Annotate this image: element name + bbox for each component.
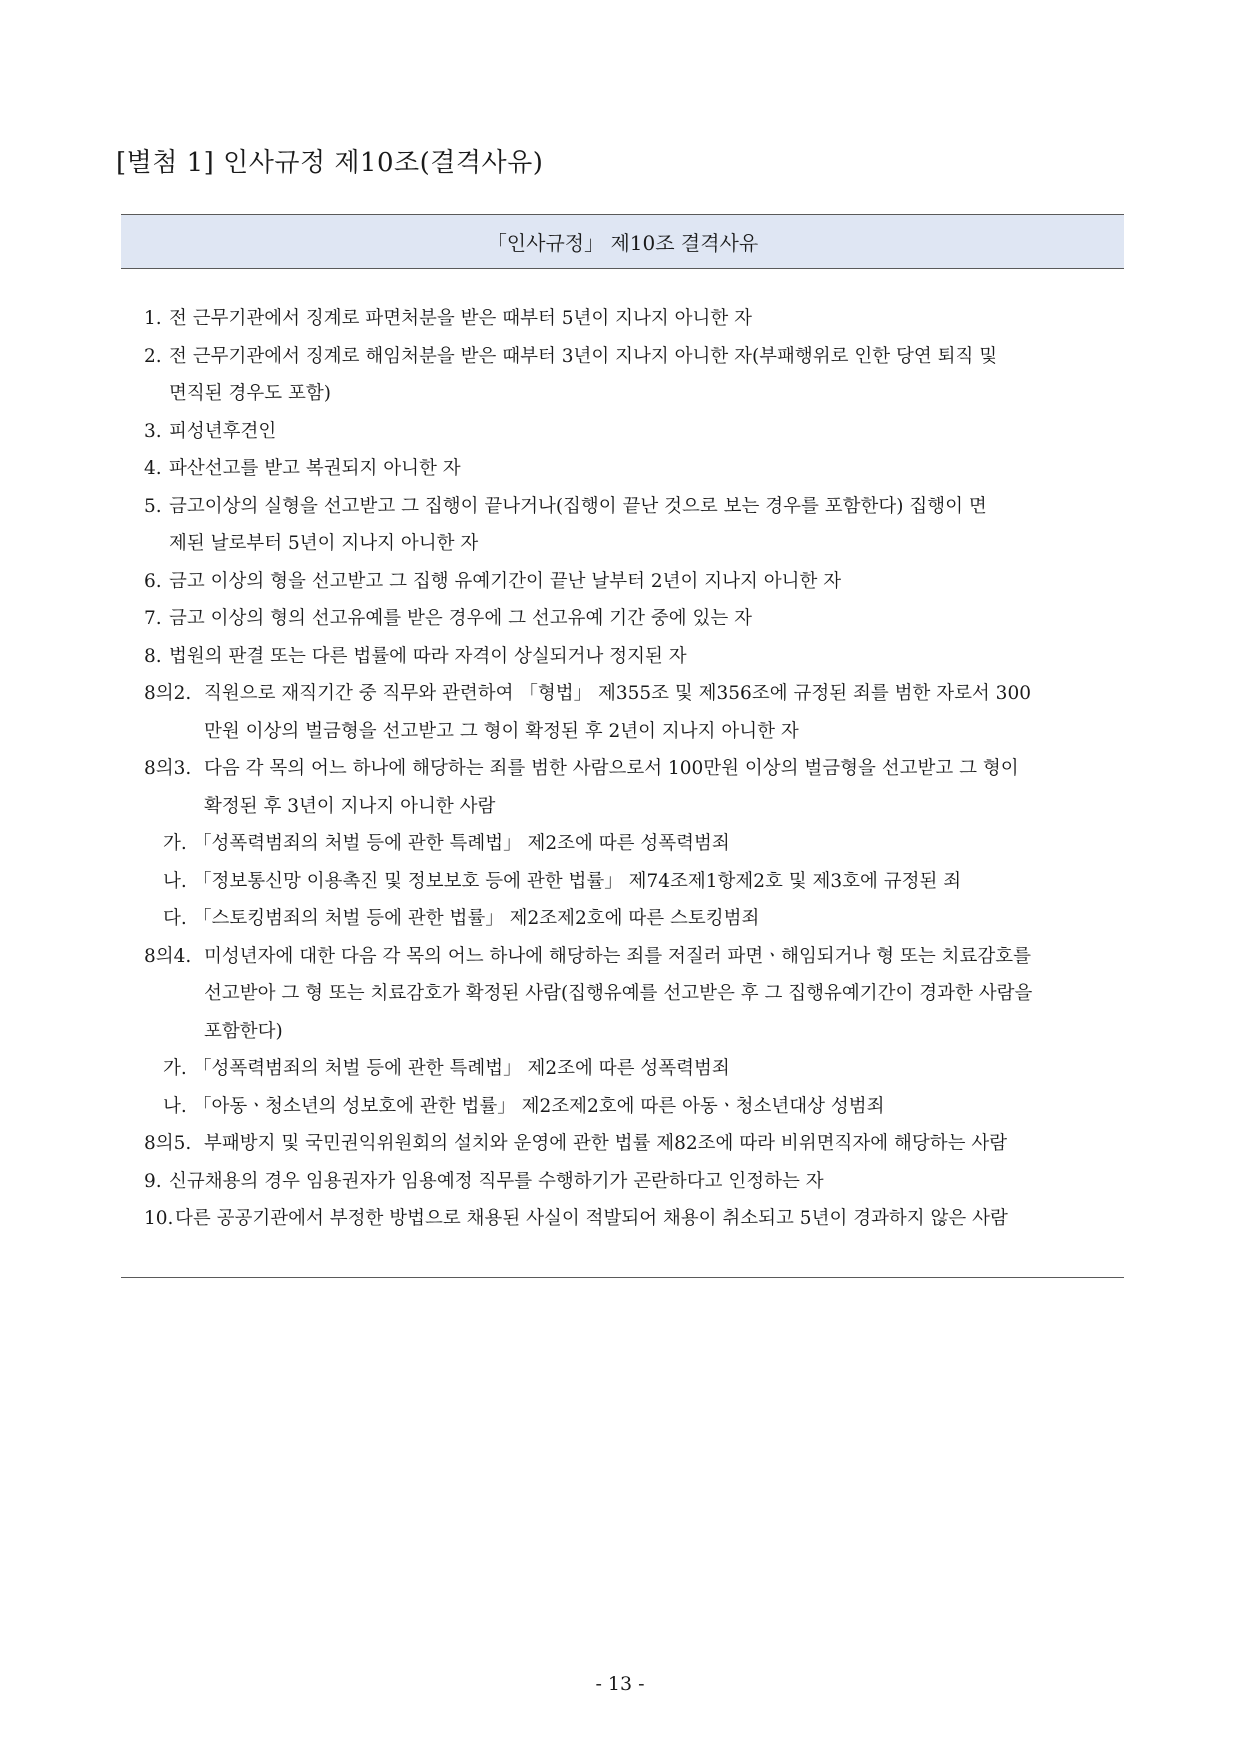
- list-item: [121, 375, 1124, 413]
- list-item: [121, 525, 1124, 563]
- item-text: 금고 이상의 형을 선고받고 그 집행 유예기간이 끝난 날부터 2년이 지나지 아니한 자: [169, 570, 842, 592]
- list-item: [121, 338, 1124, 376]
- list-item: [121, 600, 1124, 638]
- list-item: [121, 488, 1124, 526]
- item-text: 「성폭력범죄의 처벌 등에 관한 특례법」 제2조에 따른 성폭력범죄: [193, 833, 730, 854]
- item-text: 전 근무기관에서 징계로 해임처분을 받은 때부터 3년이 지나지 아니한 자(부패행위로 인한 당연 퇴직 및: [169, 345, 998, 367]
- item-number: 8의5.: [144, 1133, 192, 1154]
- list-item: [121, 1013, 1124, 1051]
- item-number: 가.: [163, 1058, 187, 1079]
- list-item: [121, 938, 1124, 976]
- list-item: [121, 1088, 1124, 1126]
- table-header: [121, 214, 1124, 269]
- table-header-title: 「인사규정」 제10조 결격사유: [486, 231, 759, 255]
- item-number: 8의2.: [144, 683, 192, 704]
- item-text: 「아동ㆍ청소년의 성보호에 관한 법률」 제2조제2호에 따른 아동ㆍ청소년대상 성범죄: [193, 1095, 885, 1117]
- item-text: 「성폭력범죄의 처벌 등에 관한 특례법」 제2조에 따른 성폭력범죄: [193, 1058, 730, 1079]
- item-text: 「정보통신망 이용촉진 및 정보보호 등에 관한 법률」 제74조제1항제2호 및 제3호에 규정된 죄: [193, 870, 962, 892]
- bottom-divider: [121, 1277, 1124, 1278]
- item-number: 6.: [144, 570, 162, 592]
- item-number: 1.: [144, 308, 162, 329]
- item-number: 3.: [144, 420, 162, 442]
- item-text: 선고받아 그 형 또는 치료감호가 확정된 사람(집행유예를 선고받은 후 그 집행유예기간이 경과한 사람을: [204, 983, 1033, 1004]
- list-item: [121, 1125, 1124, 1163]
- list-item: [121, 413, 1124, 451]
- item-text: 포함한다): [204, 1020, 283, 1042]
- item-text: 미성년자에 대한 다음 각 목의 어느 하나에 해당하는 죄를 저질러 파면ㆍ해임되거나 형 또는 치료감호를: [204, 945, 1032, 967]
- list-item: [121, 300, 1124, 338]
- item-number: 8.: [144, 645, 162, 667]
- item-text: 제된 날로부터 5년이 지나지 아니한 자: [169, 533, 479, 554]
- list-item: [121, 1050, 1124, 1088]
- list-item: [121, 713, 1124, 751]
- item-number: 4.: [144, 458, 162, 479]
- item-text: 직원으로 재직기간 중 직무와 관련하여 「형법」 제355조 및 제356조에 규정된 죄를 범한 자로서 300: [204, 683, 1031, 704]
- item-number: 다.: [163, 908, 187, 929]
- list-item: [121, 750, 1124, 788]
- page-title: [별첨 1] 인사규정 제10조(결격사유): [116, 148, 544, 178]
- list-item: [121, 975, 1124, 1013]
- list-item: [121, 863, 1124, 901]
- item-text: 확정된 후 3년이 지나지 아니한 사람: [204, 795, 496, 817]
- item-number: 나.: [163, 1095, 187, 1117]
- list-item: [121, 1200, 1124, 1238]
- item-number: 9.: [144, 1170, 162, 1192]
- list-item: [121, 900, 1124, 938]
- item-text: 면직된 경우도 포함): [169, 383, 331, 404]
- item-text: 피성년후견인: [169, 420, 277, 442]
- item-text: 파산선고를 받고 복권되지 아니한 자: [169, 458, 461, 479]
- item-number: 8의4.: [144, 945, 192, 967]
- list-item: [121, 638, 1124, 676]
- regulation-item-list: [121, 300, 1124, 1238]
- item-text: 다른 공공기관에서 부정한 방법으로 채용된 사실이 적발되어 채용이 취소되고 5년이 경과하지 않은 사람: [175, 1208, 1008, 1229]
- item-number: 7.: [144, 608, 162, 629]
- item-number: 나.: [163, 870, 187, 892]
- list-item: [121, 788, 1124, 826]
- item-text: 신규채용의 경우 임용권자가 임용예정 직무를 수행하기가 곤란하다고 인정하는 자: [169, 1170, 824, 1192]
- item-text: 금고이상의 실형을 선고받고 그 집행이 끝나거나(집행이 끝난 것으로 보는 경우를 포함한다) 집행이 면: [169, 495, 987, 517]
- page-number: - 13 -: [595, 1673, 645, 1695]
- item-text: 다음 각 목의 어느 하나에 해당하는 죄를 범한 사람으로서 100만원 이상의 벌금형을 선고받고 그 형이: [204, 758, 1019, 779]
- item-text: 금고 이상의 형의 선고유예를 받은 경우에 그 선고유예 기간 중에 있는 자: [169, 608, 752, 629]
- item-number: 2.: [144, 345, 162, 367]
- list-item: [121, 675, 1124, 713]
- list-item: [121, 825, 1124, 863]
- item-number: 5.: [144, 495, 162, 517]
- item-text: 「스토킹범죄의 처벌 등에 관한 법률」 제2조제2호에 따른 스토킹범죄: [193, 908, 760, 929]
- item-number: 10.: [144, 1208, 174, 1229]
- item-text: 법원의 판결 또는 다른 법률에 따라 자격이 상실되거나 정지된 자: [169, 645, 687, 667]
- list-item: [121, 1163, 1124, 1201]
- item-number: 8의3.: [144, 758, 192, 779]
- item-text: 전 근무기관에서 징계로 파면처분을 받은 때부터 5년이 지나지 아니한 자: [169, 308, 752, 329]
- item-text: 만원 이상의 벌금형을 선고받고 그 형이 확정된 후 2년이 지나지 아니한 자: [204, 720, 799, 742]
- item-text: 부패방지 및 국민권익위원회의 설치와 운영에 관한 법률 제82조에 따라 비위면직자에 해당하는 사람: [204, 1133, 1008, 1154]
- item-number: 가.: [163, 833, 187, 854]
- list-item: [121, 563, 1124, 601]
- list-item: [121, 450, 1124, 488]
